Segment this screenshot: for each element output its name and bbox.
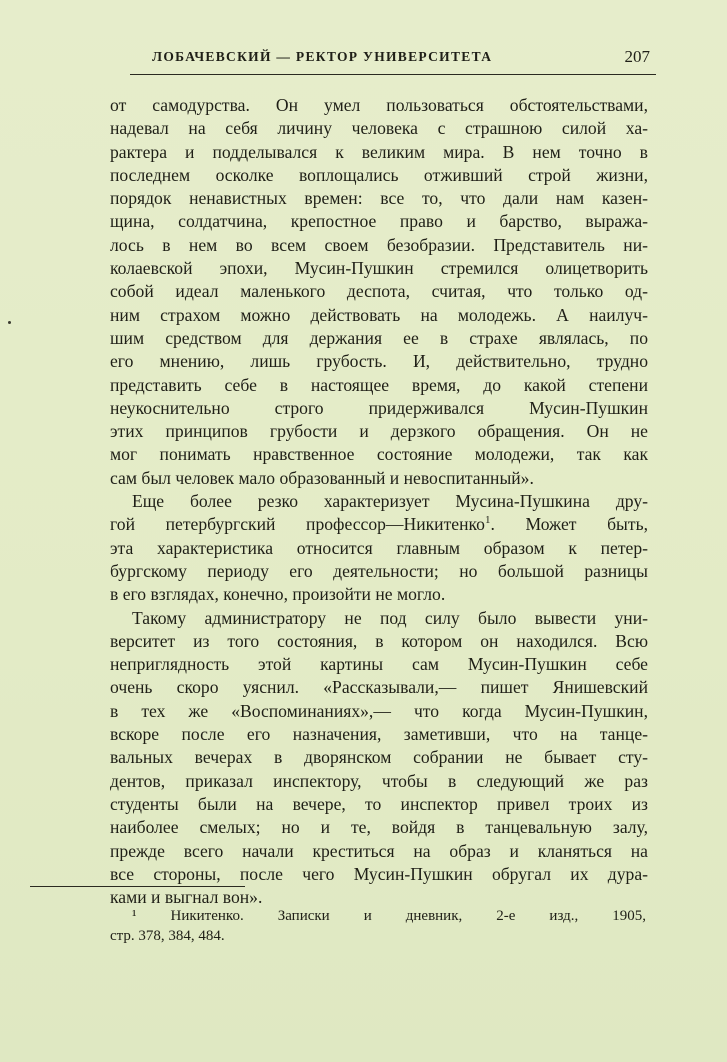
running-header <box>130 47 660 71</box>
text-line <box>110 443 648 466</box>
text-line-content: дентов, приказал инспектору, чтобы в следующий же раз <box>110 770 648 791</box>
text-line-content: собой идеал маленького деспота, считая, что только од- <box>110 281 648 302</box>
text-line <box>110 653 648 676</box>
text-line-content: сам был человек мало образованный и невоспитанный». <box>110 467 534 488</box>
text-line <box>110 793 648 816</box>
text-line-content: ками и выгнал вон». <box>110 887 263 908</box>
text-line-content: в его взглядах, конечно, произойти не могло. <box>110 584 446 605</box>
text-line <box>110 94 648 117</box>
text-line-content: неприглядность этой картины сам Мусин-Пушкин себе <box>110 654 648 675</box>
text-line-content: этих принципов грубости и дерзкого обращения. Он не <box>110 421 648 442</box>
text-line-content: порядок ненавистных времен: все то, что дали нам казен- <box>110 188 648 209</box>
text-line-content: наиболее смелых; но и те, войдя в танцевальную залу, <box>110 817 648 838</box>
text-line-content: ним страхом можно действовать на молодежь. А наилуч- <box>110 304 648 325</box>
footnote-line: стр. 378, 384, 484. <box>110 928 225 944</box>
text-line <box>110 117 648 140</box>
text-line <box>110 280 648 303</box>
text-line-tail: . Может быть, <box>490 514 648 535</box>
text-line-content: Такому администратору не под силу было вывести уни- <box>132 607 648 628</box>
body-text <box>110 94 648 909</box>
text-line-content: колаевской эпохи, Мусин-Пушкин стремился олицетворить <box>110 258 648 279</box>
footnote <box>110 906 646 946</box>
text-line <box>110 676 648 699</box>
text-line <box>110 840 648 863</box>
text-line-content: шим средством для держания ее в страхе являлась, по <box>110 327 648 348</box>
text-line <box>110 583 648 606</box>
text-line <box>110 210 648 233</box>
text-line <box>110 490 648 513</box>
text-line-content: представить себе в настоящее время, до какой степени <box>110 374 648 395</box>
text-line <box>110 513 648 536</box>
text-line-content: его мнению, лишь грубость. И, действительно, трудно <box>110 351 648 372</box>
text-line-content: прежде всего начали креститься на образ и кланяться на <box>110 840 648 861</box>
text-line-content: эта характеристика относится главным образом к петер- <box>110 537 648 558</box>
stray-ink-dot <box>8 321 11 324</box>
footnote-line: ¹ Никитенко. Записки и дневник, 2-е изд., 1905, <box>132 908 646 924</box>
text-line-content: от самодурства. Он умел пользоваться обстоятельствами, <box>110 95 648 115</box>
text-line <box>110 700 648 723</box>
text-line <box>110 630 648 653</box>
text-line-content: вальных вечерах в дворянском собрании не бывает сту- <box>110 747 648 768</box>
text-line <box>110 187 648 210</box>
text-line <box>110 560 648 583</box>
text-line <box>110 863 648 886</box>
text-line-content: верситет из того состояния, в котором он находился. Всю <box>110 630 648 651</box>
text-line <box>110 374 648 397</box>
page-number: 207 <box>624 47 650 66</box>
text-line <box>110 746 648 769</box>
text-line <box>110 397 648 420</box>
text-line-content: последнем осколке воплощались отживший строй жизни, <box>110 164 648 185</box>
running-title: ЛОБАЧЕВСКИЙ — РЕКТОР УНИВЕРСИТЕТА <box>152 49 493 64</box>
text-line <box>110 723 648 746</box>
text-line-content: надевал на себя личину человека с страшною силой ха- <box>110 118 648 139</box>
footnote-marker: 1 <box>484 514 491 527</box>
text-line <box>110 234 648 257</box>
text-line-content: мог понимать нравственное состояние молодежи, так как <box>110 444 648 465</box>
text-line-content: лось в нем во всем своем безобразии. Представитель ни- <box>110 234 648 255</box>
text-line <box>110 164 648 187</box>
text-line-content: очень скоро уяснил. «Рассказывали,— пишет Янишевский <box>110 677 648 698</box>
text-line <box>110 420 648 443</box>
text-line <box>110 304 648 327</box>
header-rule <box>130 74 656 75</box>
text-line-content: неукоснительно строго придерживался Мусин-Пушкин <box>110 397 648 418</box>
text-line-content: рактера и подделывался к великим мира. В нем точно в <box>110 141 648 162</box>
text-line-content: вскоре после его назначения, заметивши, что на танце- <box>110 724 648 745</box>
text-line-content: бургскому периоду его деятельности; но большой разницы <box>110 560 648 581</box>
text-line <box>110 607 648 630</box>
text-line-content: все стороны, после чего Мусин-Пушкин обругал их дура- <box>110 863 648 884</box>
text-line <box>110 770 648 793</box>
text-line-content: гой петербургский профессор—Никитенко <box>110 514 485 535</box>
text-line <box>110 467 648 490</box>
text-line <box>110 350 648 373</box>
text-line-content: студенты были на вечере, то инспектор привел троих из <box>110 793 648 814</box>
text-line <box>110 141 648 164</box>
text-line-content: щина, солдатчина, крепостное право и барство, выража- <box>110 211 648 232</box>
text-line-content: в тех же «Воспоминаниях»,— что когда Мусин-Пушкин, <box>110 700 648 721</box>
text-line <box>110 327 648 350</box>
text-line-content: Еще более резко характеризует Мусина-Пушкина дру- <box>132 491 648 512</box>
text-line <box>110 257 648 280</box>
text-line <box>110 816 648 839</box>
footnote-rule <box>30 886 245 887</box>
text-line <box>110 537 648 560</box>
